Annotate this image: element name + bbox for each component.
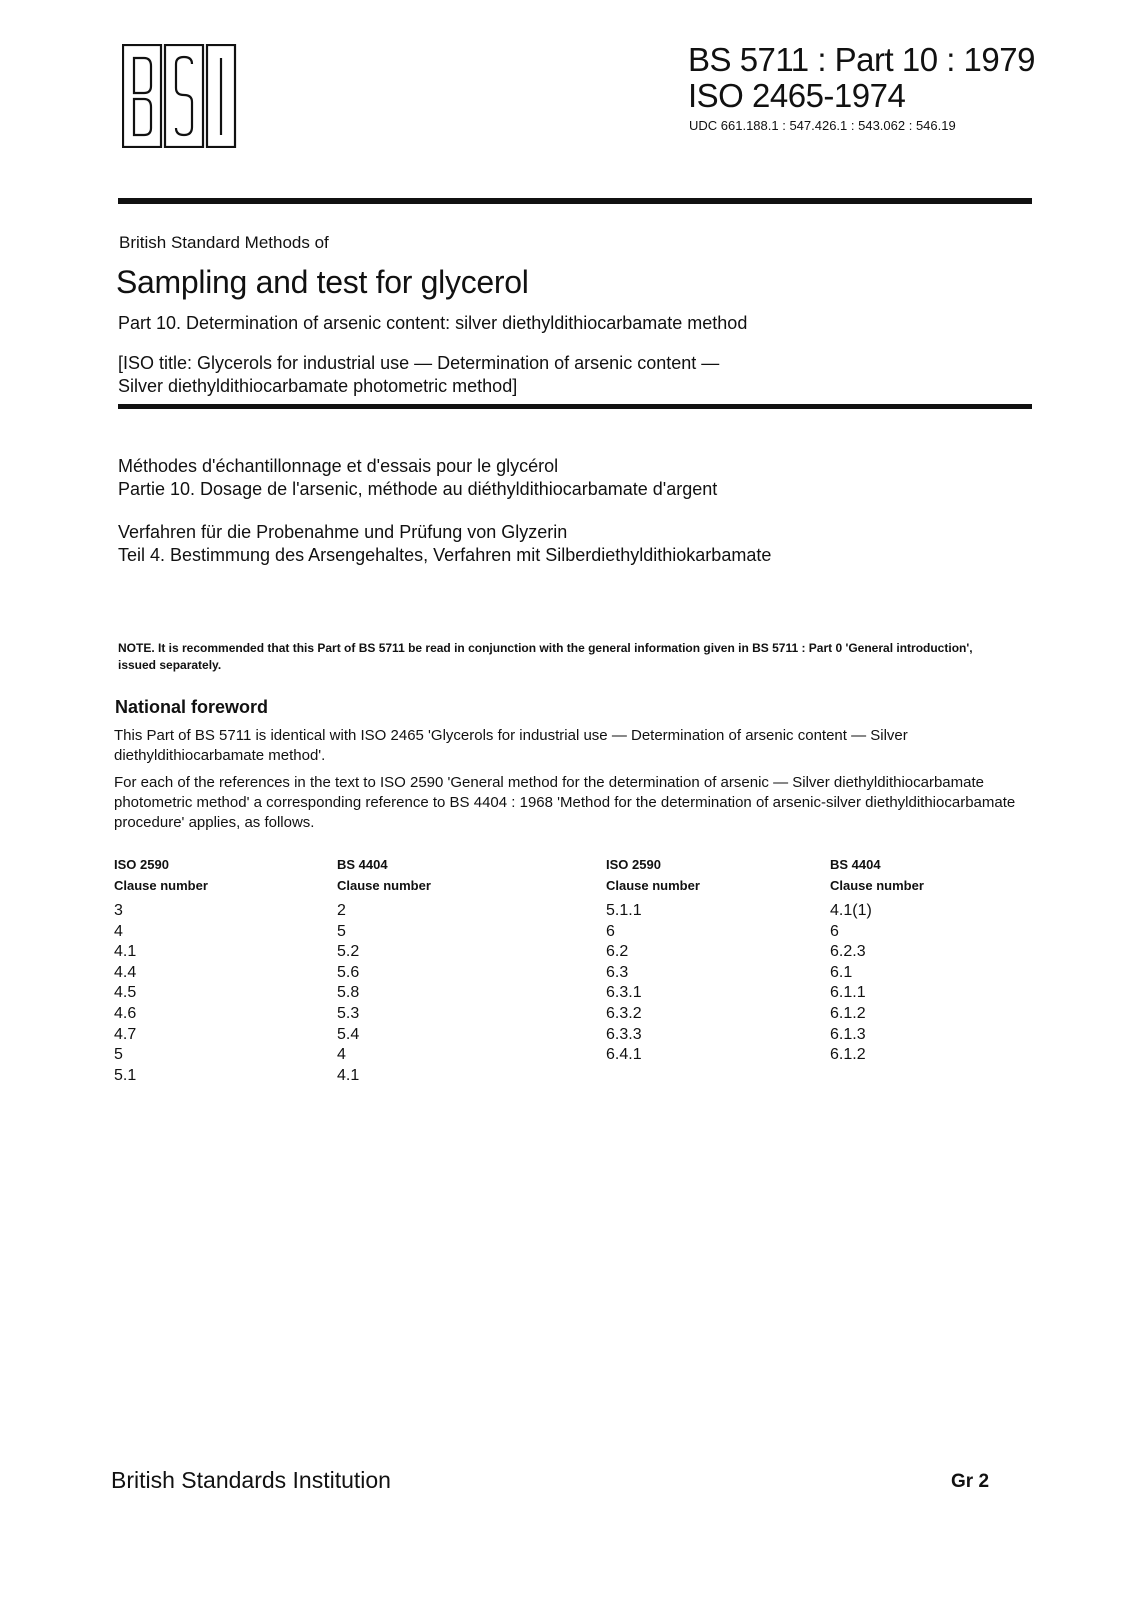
bsi-logo: [122, 44, 238, 148]
clause-cell: 5.2: [337, 943, 360, 961]
clause-cell: 5: [337, 922, 346, 940]
clause-cell: 4.6: [114, 1004, 137, 1022]
clause-cell: 6.1.2: [830, 1004, 866, 1022]
german-part: Teil 4. Bestimmung des Arsengehaltes, Verfahren mit Silberdiethyldithiokarbamate: [118, 545, 772, 565]
foreword-paragraph-2: For each of the references in the text to ISO 2590 'General method for the determination of arsenic — Silver diethyldithiocarbamate photometric method' a corresponding reference to BS 4404 : 1968 'Method for the determination of arsenic-silver diethyldithiocarbamate procedure' applies, as follows.: [114, 774, 1016, 831]
clause-column-bs-1: [337, 854, 547, 1086]
title-prefix: British Standard Methods of: [119, 233, 329, 252]
udc-classification: UDC 661.188.1 : 547.426.1 : 543.062 : 546.19: [689, 118, 956, 133]
clause-cell: 5.8: [337, 984, 360, 1002]
clause-cell: 6.1.3: [830, 1025, 866, 1043]
clause-cell: 6.3: [606, 963, 629, 981]
clause-cell: 6.4.1: [606, 1046, 642, 1064]
iso-title-line-2: Silver diethyldithiocarbamate photometric method]: [118, 376, 518, 396]
clause-cell: 6.3.1: [606, 984, 642, 1002]
clause-cell: 6: [606, 922, 615, 940]
clause-cell: 6.2: [606, 943, 629, 961]
clause-cell: 5.6: [337, 963, 360, 981]
clause-cell: 6.2.3: [830, 943, 866, 961]
title-rule: [118, 404, 1032, 409]
clause-cell: 6.1.2: [830, 1046, 866, 1064]
column-subheader: Clause number: [606, 878, 700, 893]
clause-cell: 6.1: [830, 963, 853, 981]
column-cells: [114, 901, 324, 1086]
iso-title-line-1: [ISO title: Glycerols for industrial use — Determination of arsenic content —: [118, 353, 720, 373]
clause-cell: 2: [337, 902, 346, 919]
top-rule: [118, 198, 1032, 204]
footer-organization: British Standards Institution: [111, 1467, 391, 1493]
french-part: Partie 10. Dosage de l'arsenic, méthode au diéthyldithiocarbamate d'argent: [118, 479, 718, 499]
part-subtitle: Part 10. Determination of arsenic content: silver diethyldithiocarbamate method: [118, 313, 748, 333]
french-title: Méthodes d'échantillonnage et d'essais pour le glycérol: [118, 456, 559, 476]
clause-cell: 4.4: [114, 963, 137, 981]
clause-cell: 5.4: [337, 1025, 360, 1043]
iso-title: [118, 352, 719, 398]
standard-number: BS 5711 : Part 10 : 1979: [688, 41, 1035, 78]
clause-cell: 6.3.3: [606, 1025, 642, 1043]
column-subheader: Clause number: [114, 878, 208, 893]
clause-cell: 4: [114, 922, 123, 940]
column-subheader: Clause number: [337, 878, 431, 893]
column-subheader: Clause number: [830, 878, 924, 893]
price-group: Gr 2: [951, 1471, 990, 1492]
clause-cell: 3: [114, 902, 123, 919]
clause-cell: 4.1: [337, 1066, 360, 1084]
clause-cell: 4: [337, 1046, 346, 1064]
clause-cell: 4.1: [114, 943, 137, 961]
column-header: ISO 2590: [114, 857, 169, 872]
page-title: Sampling and test for glycerol: [116, 264, 529, 300]
clause-column-iso-2: [606, 854, 816, 1066]
clause-cell: 6.1.1: [830, 984, 866, 1002]
clause-cell: 4.1(1): [830, 902, 872, 919]
clause-cell: 4.7: [114, 1025, 137, 1043]
iso-number: ISO 2465-1974: [688, 77, 906, 114]
clause-column-bs-2: [830, 854, 1040, 1066]
foreword-heading: National foreword: [115, 697, 269, 717]
clause-column-iso-1: [114, 854, 324, 1086]
clause-cell: 5.3: [337, 1004, 360, 1022]
column-header: BS 4404: [337, 857, 388, 872]
column-header: ISO 2590: [606, 857, 661, 872]
column-header: BS 4404: [830, 857, 881, 872]
clause-cell: 5: [114, 1046, 123, 1064]
clause-cell: 6: [830, 922, 839, 940]
column-cells: [830, 901, 1040, 1066]
clause-cell: 5.1.1: [606, 902, 642, 919]
foreword-paragraph-1: This Part of BS 5711 is identical with ISO 2465 'Glycerols for industrial use — Determination of arsenic content — Silver diethyldithiocarbamate method'.: [114, 727, 908, 764]
clause-cell: 6.3.2: [606, 1004, 642, 1022]
column-cells: [606, 901, 816, 1066]
clause-cell: 5.1: [114, 1066, 137, 1084]
german-title: Verfahren für die Probenahme und Prüfung von Glyzerin: [118, 522, 568, 542]
column-cells: [337, 901, 547, 1086]
clause-cell: 4.5: [114, 984, 137, 1002]
note-paragraph: NOTE. It is recommended that this Part of BS 5711 be read in conjunction with the general information given in BS 5711 : Part 0 'General introduction', issued separately.: [118, 641, 973, 672]
